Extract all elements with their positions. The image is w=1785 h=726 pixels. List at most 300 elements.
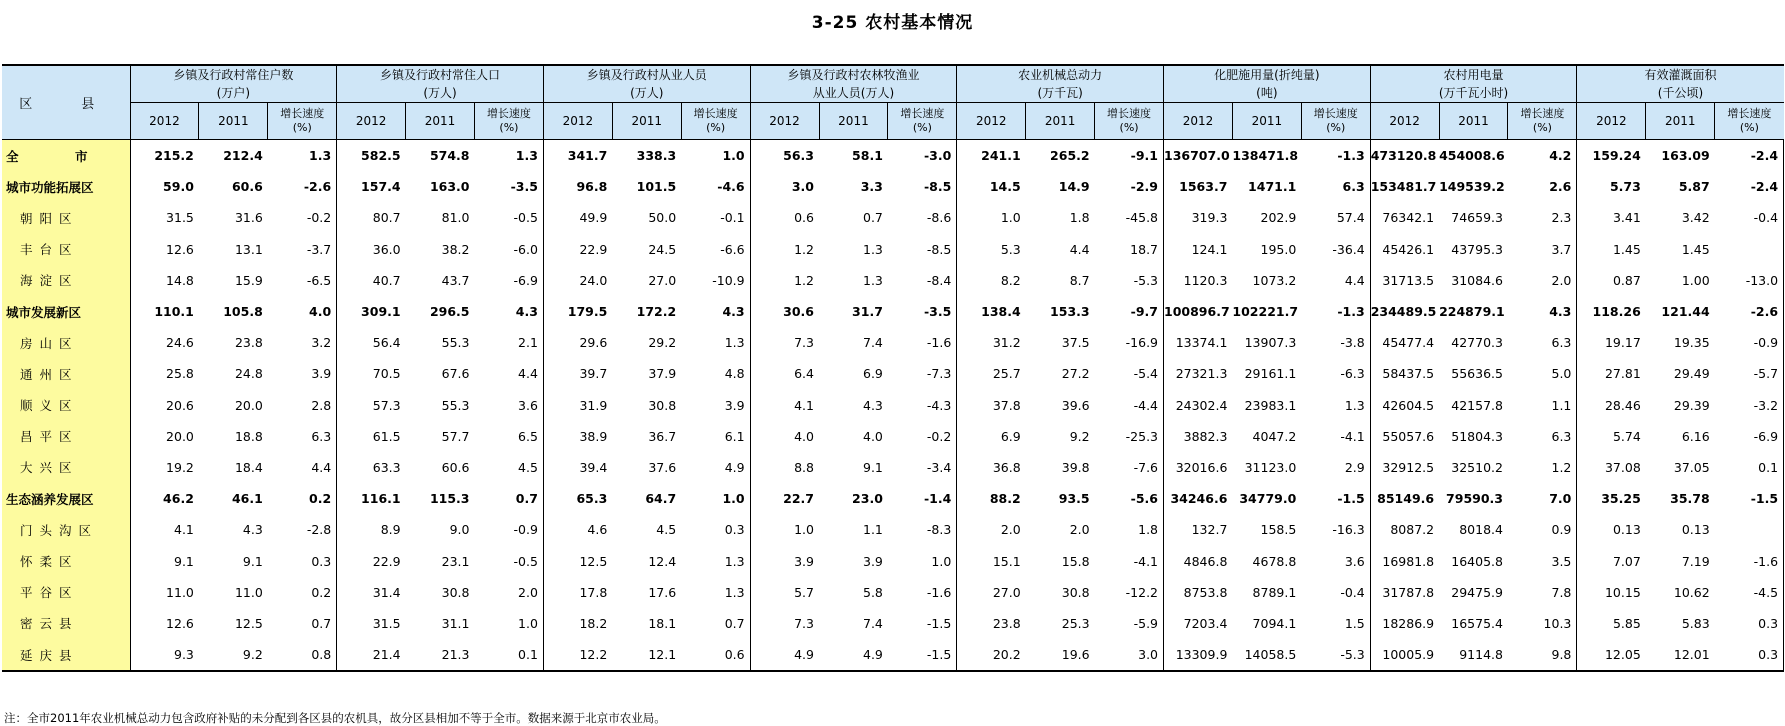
value-cell: 18.7: [1095, 234, 1164, 265]
value-cell: 157.4: [361, 179, 401, 195]
growth-rate-label: 增长速度: [900, 107, 945, 120]
table-row: [2, 140, 1784, 172]
district-name-cell: 朝阳区: [2, 202, 130, 233]
value-cell: 4.3: [863, 397, 883, 413]
value-cell: 1.3: [863, 272, 883, 288]
value-cell: 0.87: [1612, 272, 1641, 288]
value-cell: 224879.1: [1439, 304, 1505, 320]
value-cell: 51804.3: [1451, 428, 1503, 444]
district-name-cell: 怀柔区: [2, 545, 130, 576]
value-cell: 63.3: [372, 459, 401, 475]
value-cell: -0.1: [681, 202, 750, 233]
value-cell: -5.7: [1715, 358, 1784, 389]
district-name-cell: 丰台区: [2, 234, 130, 265]
value-cell: 5.3: [1000, 241, 1021, 257]
value-cell: -3.0: [888, 140, 957, 172]
value-cell: 1.1: [1508, 390, 1577, 421]
value-cell: -36.4: [1301, 234, 1370, 265]
value-cell: -4.6: [681, 171, 750, 202]
value-cell: 55057.6: [1382, 428, 1435, 444]
year-header: 2011: [1439, 103, 1508, 140]
growth-rate-unit: (%): [1326, 121, 1346, 134]
value-cell: 96.8: [576, 179, 608, 195]
value-cell: 4.3: [681, 296, 750, 327]
value-cell: 6.1: [681, 421, 750, 452]
value-cell: 14.9: [1058, 179, 1090, 195]
year-header: 2012: [957, 103, 1026, 140]
district-name-cell: 全 市: [2, 140, 130, 172]
value-cell: 11.0: [166, 584, 194, 600]
value-cell: 0.3: [681, 514, 750, 545]
value-cell: -3.2: [1715, 390, 1784, 421]
value-cell: 9.3: [130, 639, 199, 671]
value-cell: 2.8: [268, 390, 337, 421]
growth-rate-unit: (%): [912, 121, 932, 134]
year-header: 2012: [337, 103, 406, 140]
growth-rate-header: [268, 103, 337, 140]
value-cell: [1715, 234, 1784, 265]
value-cell: -8.6: [888, 202, 957, 233]
value-cell: 70.5: [372, 366, 401, 382]
value-cell: -0.5: [474, 202, 543, 233]
district-name-cell: 延庆县: [2, 639, 130, 671]
table-row: [2, 202, 1784, 233]
value-cell: 4846.8: [1183, 553, 1228, 569]
value-cell: 43.7: [441, 272, 470, 288]
value-cell: -2.6: [268, 171, 337, 202]
value-cell: 8753.8: [1183, 584, 1228, 600]
district-name-cell: 通州区: [2, 358, 130, 389]
value-cell: 1.2: [1508, 452, 1577, 483]
district-name-cell: 城市功能拓展区: [2, 171, 130, 202]
value-cell: 3.9: [863, 553, 883, 569]
value-cell: 4047.2: [1252, 428, 1297, 444]
value-cell: 1.3: [681, 545, 750, 576]
value-cell: 9.1: [242, 553, 263, 569]
table-row: [2, 452, 1784, 483]
value-cell: 30.8: [1061, 584, 1090, 600]
value-cell: 1.3: [681, 577, 750, 608]
value-cell: 149539.2: [1439, 179, 1505, 195]
value-cell: 39.6: [1061, 397, 1090, 413]
value-cell: -5.4: [1095, 358, 1164, 389]
year-header: 2012: [543, 103, 612, 140]
year-header: 2011: [406, 103, 475, 140]
value-cell: 15.9: [234, 272, 263, 288]
value-cell: -13.0: [1715, 265, 1784, 296]
value-cell: 3.2: [268, 327, 337, 358]
value-cell: 9.2: [199, 639, 268, 671]
value-cell: 27.81: [1604, 366, 1641, 382]
value-cell: 0.7: [474, 483, 543, 514]
value-cell: 31.9: [579, 397, 608, 413]
value-cell: 88.2: [989, 491, 1021, 507]
value-cell: 138471.8: [1232, 148, 1299, 164]
district-name-cell: 城市发展新区: [2, 296, 130, 327]
value-cell: 6.9: [863, 366, 883, 382]
value-cell: 5.8: [863, 584, 883, 600]
growth-rate-unit: (%): [706, 121, 726, 134]
growth-rate-header: [474, 103, 543, 140]
value-cell: 18.4: [234, 459, 263, 475]
value-cell: 12.6: [166, 241, 194, 257]
value-cell: 57.3: [372, 397, 401, 413]
value-cell: 1.8: [1069, 210, 1090, 226]
value-cell: 18.2: [579, 615, 608, 631]
growth-rate-header: [1301, 103, 1370, 140]
value-cell: 29.39: [1673, 397, 1710, 413]
value-cell: 4.3: [1508, 296, 1577, 327]
column-group-unit: 从业人员(万人): [812, 86, 895, 100]
value-cell: -1.5: [1715, 483, 1784, 514]
value-cell: -1.6: [1715, 545, 1784, 576]
value-cell: 13309.9: [1164, 639, 1233, 671]
value-cell: [1715, 514, 1784, 545]
column-group-unit: (万千瓦小时): [1438, 86, 1509, 100]
table-row: [2, 171, 1784, 202]
district-header: 区 县: [2, 65, 130, 140]
value-cell: 1.3: [268, 140, 337, 172]
value-cell: -1.6: [888, 327, 957, 358]
value-cell: 138.4: [981, 304, 1021, 320]
value-cell: 85149.6: [1377, 491, 1435, 507]
value-cell: 241.1: [981, 148, 1021, 164]
value-cell: 31084.6: [1451, 272, 1503, 288]
value-cell: 19.2: [166, 459, 194, 475]
value-cell: 22.7: [783, 491, 814, 507]
value-cell: 0.3: [1715, 639, 1784, 671]
district-name-cell: 昌平区: [2, 421, 130, 452]
value-cell: 215.2: [154, 148, 194, 164]
growth-rate-label: 增长速度: [280, 107, 325, 120]
value-cell: 1.8: [1095, 514, 1164, 545]
value-cell: -3.5: [474, 171, 543, 202]
value-cell: 0.6: [681, 639, 750, 671]
value-cell: 9.2: [1069, 428, 1090, 444]
value-cell: -7.3: [888, 358, 957, 389]
value-cell: 7.4: [863, 335, 883, 351]
value-cell: 3.42: [1681, 210, 1710, 226]
growth-rate-unit: (%): [1532, 121, 1552, 134]
value-cell: 18286.9: [1382, 615, 1435, 631]
value-cell: 5.73: [1609, 179, 1641, 195]
value-cell: 4.0: [268, 296, 337, 327]
value-cell: 1.45: [1612, 241, 1641, 257]
value-cell: 37.9: [648, 366, 677, 382]
value-cell: -4.5: [1715, 577, 1784, 608]
header-group-row: [2, 65, 1784, 103]
value-cell: 2.6: [1508, 171, 1577, 202]
value-cell: 80.7: [372, 210, 401, 226]
value-cell: 100896.7: [1164, 304, 1230, 320]
value-cell: 12.01: [1646, 639, 1715, 671]
value-cell: 105.8: [223, 304, 263, 320]
value-cell: 2.0: [1508, 265, 1577, 296]
value-cell: 38.9: [579, 428, 608, 444]
value-cell: 4678.8: [1252, 553, 1297, 569]
value-cell: -1.4: [888, 483, 957, 514]
value-cell: 60.6: [441, 459, 470, 475]
value-cell: 29161.1: [1244, 366, 1297, 382]
value-cell: 10.62: [1673, 584, 1710, 600]
value-cell: 4.9: [819, 639, 888, 671]
value-cell: 65.3: [576, 491, 608, 507]
value-cell: 59.0: [163, 179, 194, 195]
value-cell: 16405.8: [1451, 553, 1503, 569]
value-cell: 4.9: [681, 452, 750, 483]
district-name-cell: 大兴区: [2, 452, 130, 483]
column-group-header: [130, 65, 337, 103]
value-cell: 12.4: [648, 553, 677, 569]
value-cell: 158.5: [1260, 522, 1297, 538]
value-cell: 159.24: [1592, 148, 1641, 164]
table-row: [2, 545, 1784, 576]
value-cell: 42157.8: [1451, 397, 1503, 413]
value-cell: -3.8: [1301, 327, 1370, 358]
growth-rate-header: [1095, 103, 1164, 140]
value-cell: -0.4: [1715, 202, 1784, 233]
value-cell: 5.74: [1612, 428, 1641, 444]
value-cell: -6.5: [268, 265, 337, 296]
value-cell: 1.1: [863, 522, 883, 538]
value-cell: 163.0: [429, 179, 470, 195]
value-cell: 31.5: [166, 210, 194, 226]
growth-rate-unit: (%): [292, 121, 312, 134]
value-cell: -9.7: [1095, 296, 1164, 327]
value-cell: 37.05: [1673, 459, 1710, 475]
value-cell: 296.5: [429, 304, 470, 320]
value-cell: 7.8: [1508, 577, 1577, 608]
value-cell: 0.13: [1612, 522, 1641, 538]
table-row: [2, 639, 1784, 671]
value-cell: 1120.3: [1183, 272, 1228, 288]
value-cell: 32016.6: [1175, 459, 1228, 475]
value-cell: -1.5: [1301, 483, 1370, 514]
value-cell: 3.9: [268, 358, 337, 389]
value-cell: -16.3: [1301, 514, 1370, 545]
value-cell: 1471.1: [1248, 179, 1297, 195]
year-header: 2011: [612, 103, 681, 140]
value-cell: -6.0: [474, 234, 543, 265]
value-cell: 45426.1: [1382, 241, 1435, 257]
value-cell: 234489.5: [1370, 304, 1437, 320]
value-cell: 35.25: [1601, 491, 1641, 507]
column-group-unit: (吨): [1256, 86, 1278, 100]
value-cell: 0.3: [1715, 608, 1784, 639]
value-cell: 20.6: [166, 397, 194, 413]
column-group-header: [1370, 65, 1577, 103]
growth-rate-label: 增长速度: [1520, 107, 1565, 120]
value-cell: 7.4: [863, 615, 883, 631]
value-cell: 35.78: [1670, 491, 1710, 507]
value-cell: 212.4: [223, 148, 263, 164]
value-cell: 8.9: [380, 522, 401, 538]
value-cell: 1.3: [681, 327, 750, 358]
value-cell: 55.3: [441, 335, 470, 351]
value-cell: 454008.6: [1439, 148, 1505, 164]
column-group-name: 农业机械总动力: [1018, 68, 1103, 82]
value-cell: 24.6: [166, 335, 194, 351]
value-cell: 202.9: [1260, 210, 1297, 226]
value-cell: 29.49: [1673, 366, 1710, 382]
value-cell: -5.6: [1095, 483, 1164, 514]
growth-rate-label: 增长速度: [1107, 107, 1152, 120]
value-cell: -2.6: [1715, 296, 1784, 327]
value-cell: -10.9: [681, 265, 750, 296]
value-cell: 30.8: [648, 397, 677, 413]
year-header: 2012: [1370, 103, 1439, 140]
value-cell: -8.3: [888, 514, 957, 545]
value-cell: 124.1: [1191, 241, 1228, 257]
value-cell: 34246.6: [1170, 491, 1228, 507]
value-cell: 1.45: [1681, 241, 1710, 257]
value-cell: 3.9: [794, 553, 814, 569]
value-cell: 31.2: [992, 335, 1021, 351]
value-cell: 0.2: [268, 483, 337, 514]
value-cell: -3.4: [888, 452, 957, 483]
value-cell: 18.1: [648, 615, 677, 631]
year-header: 2012: [130, 103, 199, 140]
value-cell: 57.7: [441, 428, 470, 444]
value-cell: 15.8: [1061, 553, 1090, 569]
growth-rate-unit: (%): [1739, 121, 1759, 134]
value-cell: 8789.1: [1252, 584, 1297, 600]
value-cell: 31713.5: [1382, 272, 1435, 288]
value-cell: -6.6: [681, 234, 750, 265]
value-cell: -4.1: [1301, 421, 1370, 452]
table-row: [2, 265, 1784, 296]
value-cell: 7.19: [1681, 553, 1710, 569]
value-cell: 6.3: [1508, 327, 1577, 358]
value-cell: 28.46: [1604, 397, 1641, 413]
value-cell: 81.0: [441, 210, 470, 226]
value-cell: 2.0: [1069, 522, 1090, 538]
growth-rate-unit: (%): [499, 121, 519, 134]
value-cell: 4.1: [174, 522, 194, 538]
value-cell: 16981.8: [1382, 553, 1435, 569]
value-cell: -4.3: [888, 390, 957, 421]
column-group-header: [337, 65, 544, 103]
value-cell: 13.1: [234, 241, 263, 257]
value-cell: 118.26: [1592, 304, 1641, 320]
value-cell: 4.4: [1069, 241, 1090, 257]
value-cell: 179.5: [567, 304, 608, 320]
column-group-unit: (万千瓦): [1037, 86, 1083, 100]
value-cell: -0.2: [268, 202, 337, 233]
value-cell: 23.8: [234, 335, 263, 351]
value-cell: 29.2: [648, 335, 677, 351]
value-cell: 121.44: [1661, 304, 1710, 320]
value-cell: 1.0: [1000, 210, 1021, 226]
value-cell: -45.8: [1095, 202, 1164, 233]
value-cell: -7.6: [1095, 452, 1164, 483]
value-cell: 0.2: [268, 577, 337, 608]
value-cell: 3.6: [1301, 545, 1370, 576]
value-cell: -25.3: [1095, 421, 1164, 452]
value-cell: -6.9: [1715, 421, 1784, 452]
value-cell: -12.2: [1095, 577, 1164, 608]
value-cell: 1.3: [863, 241, 883, 257]
value-cell: 55636.5: [1451, 366, 1503, 382]
value-cell: 8.8: [794, 459, 814, 475]
value-cell: 37.6: [648, 459, 677, 475]
value-cell: 3.0: [1095, 639, 1164, 671]
value-cell: 115.3: [429, 491, 470, 507]
value-cell: 0.9: [1508, 514, 1577, 545]
value-cell: 10005.9: [1370, 639, 1439, 671]
value-cell: 172.2: [636, 304, 677, 320]
value-cell: 32912.5: [1382, 459, 1435, 475]
value-cell: 30.6: [783, 304, 814, 320]
year-header: 2011: [1232, 103, 1301, 140]
column-group-header: [543, 65, 750, 103]
table-row: [2, 296, 1784, 327]
value-cell: 5.83: [1681, 615, 1710, 631]
value-cell: 46.1: [231, 491, 263, 507]
value-cell: 3.0: [791, 179, 814, 195]
value-cell: -5.3: [1301, 639, 1370, 671]
growth-rate-label: 增长速度: [693, 107, 738, 120]
district-name-cell: 海淀区: [2, 265, 130, 296]
year-header: 2012: [1164, 103, 1233, 140]
value-cell: 163.09: [1661, 148, 1710, 164]
value-cell: -2.9: [1095, 171, 1164, 202]
column-group-unit: (万户): [216, 86, 251, 100]
value-cell: -2.4: [1715, 171, 1784, 202]
value-cell: -1.5: [888, 608, 957, 639]
value-cell: 31.4: [372, 584, 401, 600]
value-cell: 40.7: [372, 272, 401, 288]
value-cell: 39.8: [1061, 459, 1090, 475]
page-title: 3-25 农村基本情况: [811, 13, 974, 33]
value-cell: 1.00: [1681, 272, 1710, 288]
value-cell: 10.3: [1508, 608, 1577, 639]
value-cell: 195.0: [1260, 241, 1297, 257]
value-cell: 50.0: [648, 210, 677, 226]
value-cell: 6.3: [1301, 171, 1370, 202]
header-year-row: [2, 103, 1784, 140]
value-cell: 582.5: [361, 148, 401, 164]
year-header: 2011: [199, 103, 268, 140]
value-cell: 3.6: [474, 390, 543, 421]
value-cell: 29.6: [579, 335, 608, 351]
value-cell: 56.4: [372, 335, 401, 351]
district-name-cell: 门头沟区: [2, 514, 130, 545]
value-cell: 19.35: [1673, 335, 1710, 351]
value-cell: 27.2: [1061, 366, 1090, 382]
value-cell: 6.16: [1681, 428, 1710, 444]
value-cell: 39.4: [579, 459, 608, 475]
value-cell: 24.5: [648, 241, 677, 257]
value-cell: 46.2: [163, 491, 194, 507]
column-group-unit: (千公顷): [1657, 86, 1704, 100]
value-cell: 14.5: [989, 179, 1021, 195]
column-group-header: [1577, 65, 1784, 103]
growth-rate-label: 增长速度: [486, 107, 531, 120]
value-cell: 1.3: [474, 140, 543, 172]
table-row: [2, 514, 1784, 545]
value-cell: 61.5: [372, 428, 401, 444]
value-cell: 4.0: [863, 428, 883, 444]
table-row: [2, 577, 1784, 608]
value-cell: 3.3: [860, 179, 883, 195]
value-cell: 7203.4: [1183, 615, 1228, 631]
value-cell: 67.6: [441, 366, 470, 382]
value-cell: 56.3: [783, 148, 814, 164]
value-cell: 22.9: [579, 241, 608, 257]
value-cell: 4.6: [587, 522, 608, 538]
value-cell: 58437.5: [1382, 366, 1435, 382]
